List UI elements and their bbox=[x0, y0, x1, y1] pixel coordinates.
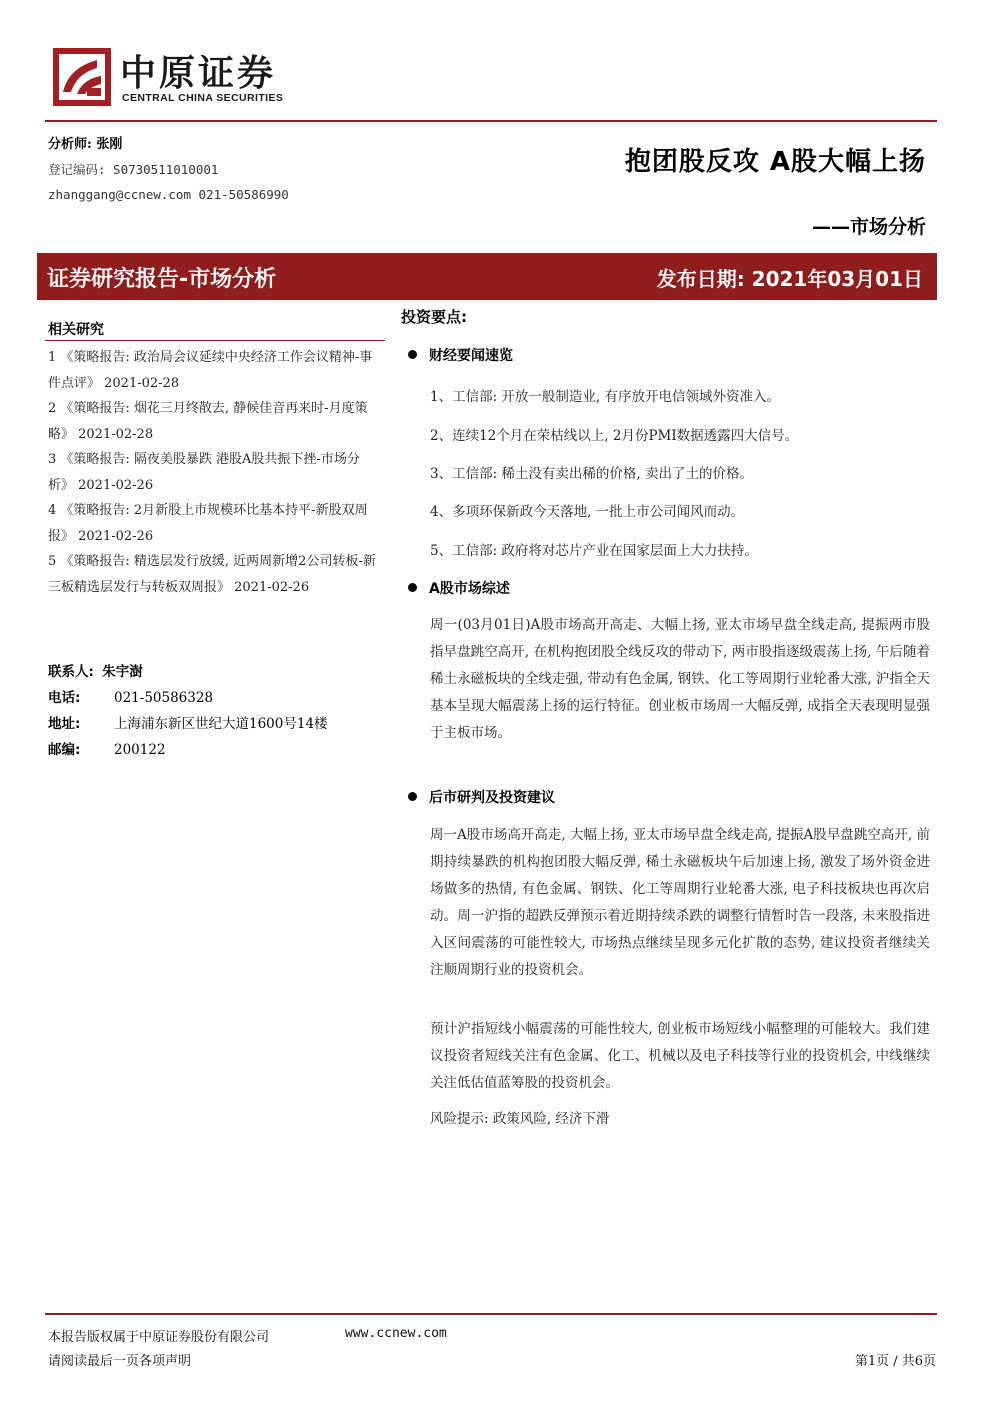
contact-zip bbox=[48, 740, 388, 760]
report-subtitle: ——市场分析 bbox=[811, 216, 926, 238]
news-item: 2、连续12个月在荣枯线以上, 2月份PMI数据透露四大信号。 bbox=[430, 428, 799, 444]
analyst-registration: 登记编码: S0730511010001 bbox=[48, 162, 219, 177]
section-outlook-heading bbox=[408, 787, 555, 807]
contact-phone bbox=[48, 688, 388, 708]
related-research-item[interactable]: 5 《策略报告: 精选层发行放缓, 近两周新增2公司转板-新三板精选层发行与转板双周报》 2021-02-26 bbox=[48, 554, 376, 595]
contact-person-name: 朱宇澍 bbox=[102, 664, 143, 680]
related-research-item[interactable]: 3 《策略报告: 隔夜美股暴跌 港股A股共振下挫-市场分析》 2021-02-26 bbox=[48, 452, 360, 493]
report-banner bbox=[37, 253, 937, 300]
market-summary-text: 周一(03月01日)A股市场高开高走、大幅上扬, 亚太市场早盘全线走高, 提振两市股指早盘跳空高开, 在机构抱团股全线反攻的带动下, 两市股指逐级震荡上扬, 午后随着稀土永磁板块的全线走强, 带动有色金属, 钢铁、化工等周期行业轮番大涨, 沪指全天基本呈现大幅震荡上扬的运行特征。创业板市场周一大幅反弹, 成指全天表现明显强于主板市场。 bbox=[430, 617, 930, 741]
key-points-heading: 投资要点: bbox=[401, 308, 467, 326]
contact-address-label: 地址: bbox=[48, 716, 81, 732]
company-logo-english: CENTRAL CHINA SECURITIES bbox=[122, 92, 284, 104]
footer-copyright: 本报告版权属于中原证券股份有限公司 bbox=[48, 1330, 270, 1345]
analyst-contact: zhanggang@ccnew.com 021-50586990 bbox=[48, 187, 289, 202]
contact-address-value: 上海浦东新区世纪大道1600号14楼 bbox=[114, 716, 328, 732]
news-item: 3、工信部: 稀土没有卖出稀的价格, 卖出了土的价格。 bbox=[430, 466, 754, 482]
section-market-heading bbox=[408, 578, 510, 598]
footer-disclaimer: 请阅读最后一页各项声明 bbox=[48, 1354, 192, 1369]
contact-person-label: 联系人: bbox=[48, 664, 94, 680]
news-item: 5、工信部: 政府将对芯片产业在国家层面上大力扶持。 bbox=[430, 543, 758, 559]
related-research-item[interactable]: 4 《策略报告: 2月新股上市规模环比基本持平-新股双周报》 2021-02-26 bbox=[48, 503, 368, 544]
contact-phone-value: 021-50586328 bbox=[114, 690, 214, 706]
section-news-title: 财经要闻速览 bbox=[429, 348, 513, 364]
section-market-title: A股市场综述 bbox=[429, 581, 510, 597]
footer-divider bbox=[45, 1313, 937, 1315]
contact-zip-value: 200122 bbox=[114, 742, 166, 758]
related-research-list bbox=[48, 345, 384, 600]
outlook-text-2: 预计沪指短线小幅震荡的可能性较大, 创业板市场短线小幅整理的可能较大。我们建议投资者短线关注有色金属、化工、机械以及电子科技等行业的投资机会, 中线继续关注低估值蓝筹股的投资机会。 bbox=[430, 1021, 930, 1091]
report-title: 抱团股反攻 A股大幅上扬 bbox=[624, 147, 926, 177]
related-research-heading: 相关研究 bbox=[48, 322, 104, 338]
contact-zip-label: 邮编: bbox=[48, 742, 81, 758]
contact-address bbox=[48, 714, 388, 734]
company-logo-text: 中原证券 bbox=[120, 53, 277, 94]
news-item: 1、工信部: 开放一般制造业, 有序放开电信领域外资准入。 bbox=[430, 389, 781, 405]
analyst-name: 分析师: 张刚 bbox=[48, 137, 123, 152]
header-divider bbox=[45, 120, 937, 122]
related-research-item[interactable]: 2 《策略报告: 烟花三月终散去, 静候佳音再来时-月度策略》 2021-02-28 bbox=[48, 401, 368, 442]
contact-phone-label: 电话: bbox=[48, 690, 81, 706]
footer-page-number: 第1页 / 共6页 bbox=[854, 1354, 936, 1369]
bullet-icon bbox=[408, 350, 417, 359]
footer-website-link[interactable]: www.ccnew.com bbox=[345, 1326, 447, 1341]
report-type: 证券研究报告-市场分析 bbox=[47, 267, 277, 292]
bullet-icon bbox=[408, 792, 417, 801]
publish-date: 发布日期: 2021年03月01日 bbox=[656, 267, 923, 291]
related-research-divider bbox=[45, 340, 385, 341]
bullet-icon bbox=[408, 583, 417, 592]
section-news-heading bbox=[408, 345, 513, 365]
risk-warning: 风险提示: 政策风险, 经济下滑 bbox=[430, 1111, 610, 1127]
company-logo-icon bbox=[53, 48, 111, 106]
outlook-text-1: 周一A股市场高开高走, 大幅上扬, 亚太市场早盘全线走高, 提振A股早盘跳空高开, 前期持续暴跌的机构抱团股大幅反弹, 稀土永磁板块午后加速上扬, 激发了场外资金进场做多的热情, 有色金属、钢铁、化工等周期行业轮番大涨, 电子科技板块也再次启动。周一沪指的超跌反弹预示着近期持续杀跌的调整行情暂时告一段落, 未来股指进入区间震荡的可能性较大, 市场热点继续呈现多元化扩散的态势, 建议投资者继续关注顺周期行业的投资机会。 bbox=[430, 827, 930, 978]
related-research-item[interactable]: 1 《策略报告: 政治局会议延续中央经济工作会议精神-事件点评》 2021-02-28 bbox=[48, 350, 373, 391]
section-outlook-title: 后市研判及投资建议 bbox=[429, 790, 555, 806]
news-item: 4、多项环保新政今天落地, 一批上市公司闻风而动。 bbox=[430, 504, 745, 520]
contact-person bbox=[48, 662, 388, 682]
